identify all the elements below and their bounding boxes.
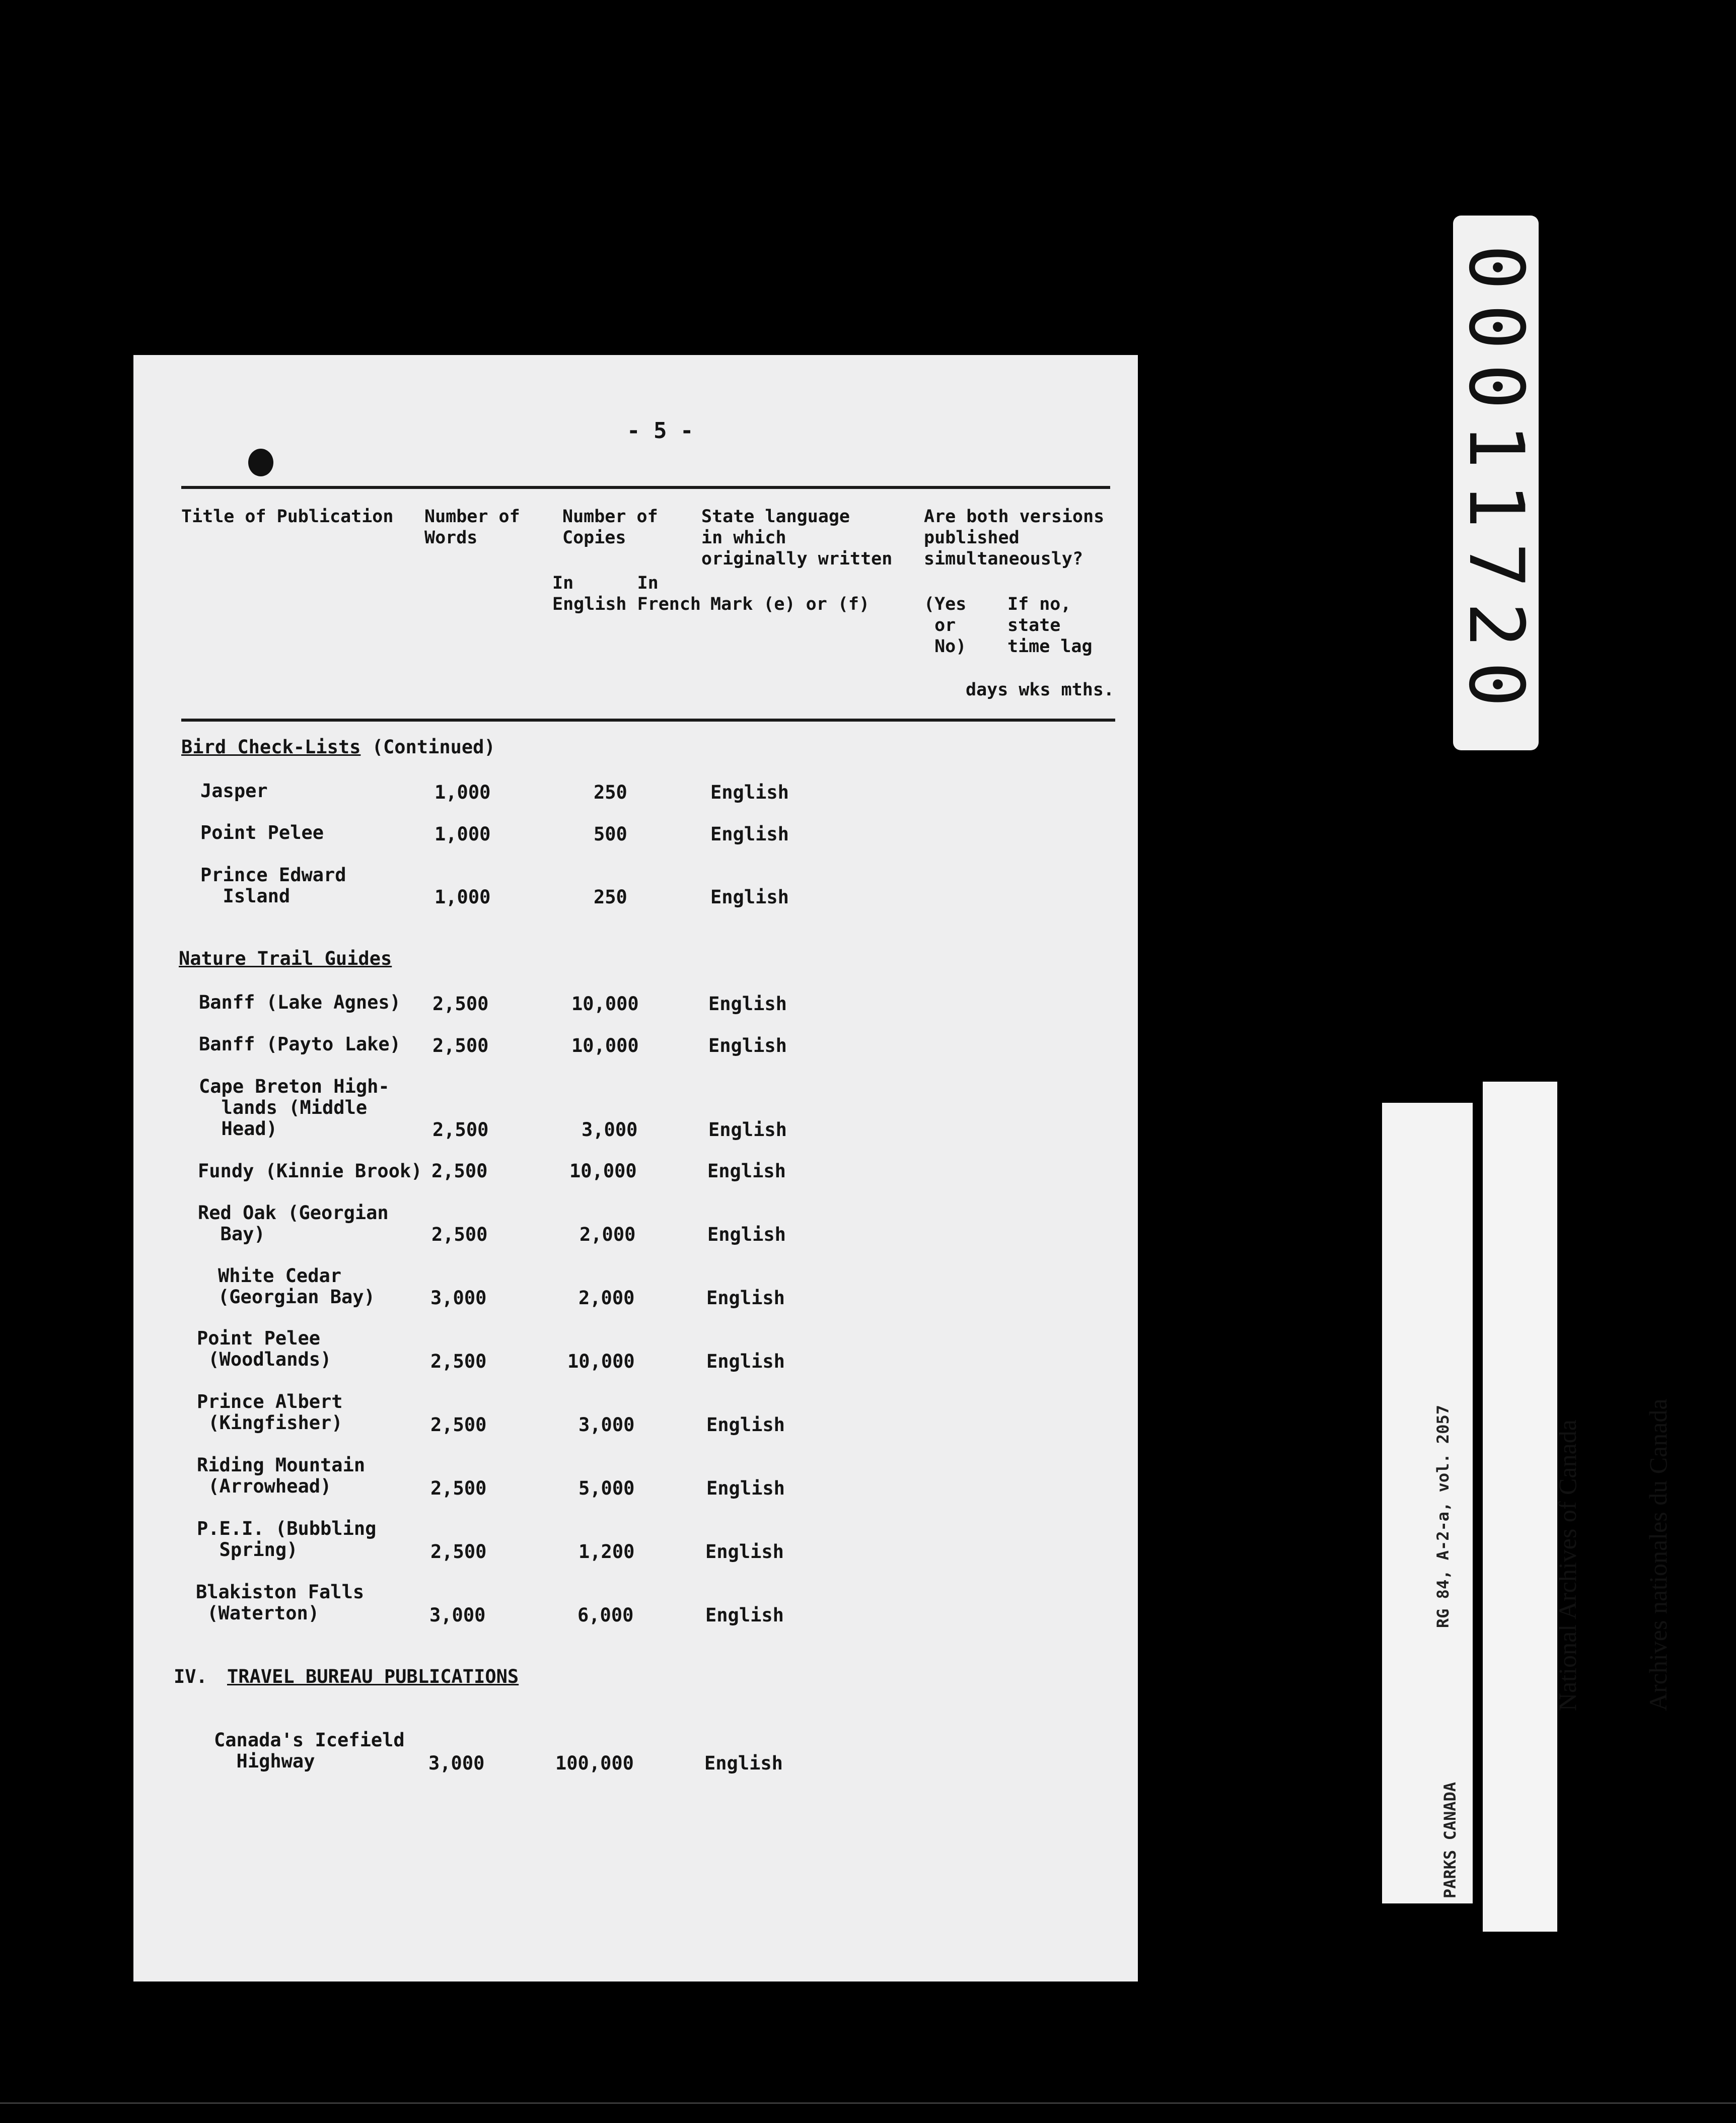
ink-blot: [248, 449, 273, 476]
row-words: 1,000: [435, 886, 491, 908]
section-nature-trail-guides: Nature Trail Guides: [179, 948, 392, 969]
row-copies: 10,000: [569, 1160, 637, 1182]
row-words: 2,500: [432, 1119, 489, 1141]
row-words: 2,500: [430, 1477, 487, 1499]
header-simultaneous: Are both versions published simultaneously?: [924, 507, 1105, 569]
row-language: English: [704, 1752, 783, 1774]
row-language: English: [708, 993, 787, 1015]
header-time-units: days wks mths.: [966, 680, 1115, 700]
row-language: English: [705, 1604, 784, 1626]
row-title: P.E.I. (Bubbling Spring): [197, 1518, 377, 1561]
header-yes-no: (Yes or No): [924, 594, 967, 657]
archives-fr: Archives nationales du Canada: [1644, 1398, 1672, 1711]
row-title: Riding Mountain (Arrowhead): [197, 1454, 366, 1497]
row-copies: 3,000: [578, 1414, 635, 1436]
row-title: Blakiston Falls (Waterton): [196, 1581, 365, 1624]
row-title: Point Pelee (Woodlands): [197, 1327, 332, 1370]
row-title: Prince Edward Island: [200, 864, 346, 907]
row-title: Fundy (Kinnie Brook): [198, 1160, 422, 1182]
row-title: Canada's Icefield Highway: [214, 1729, 405, 1772]
header-title: Title of Publication: [181, 507, 394, 527]
row-copies: 5,000: [578, 1477, 635, 1499]
agency-en: PARKS CANADA: [1440, 1782, 1460, 1898]
row-words: 2,500: [431, 1224, 488, 1245]
row-title: Point Pelee: [200, 822, 324, 843]
row-title: Prince Albert (Kingfisher): [197, 1391, 343, 1434]
row-copies: 2,000: [578, 1287, 635, 1309]
row-copies: 1,200: [578, 1541, 635, 1563]
row-words: 2,500: [430, 1541, 487, 1563]
row-language: English: [706, 1351, 785, 1372]
reference-line-1: RG 84, A-2-a, vol. 2057: [1433, 1405, 1453, 1629]
row-copies: 250: [594, 886, 627, 908]
header-mark: Mark (e) or (f): [710, 594, 870, 614]
row-language: English: [707, 1224, 786, 1245]
row-words: 2,500: [431, 1160, 488, 1182]
row-language: English: [706, 1477, 785, 1499]
row-copies: 10,000: [571, 993, 639, 1015]
row-title: Banff (Payto Lake): [199, 1033, 401, 1055]
header-copies-in: In In English French: [552, 573, 701, 614]
section-roman-numeral: IV.: [174, 1666, 207, 1687]
page-number: - 5 -: [627, 418, 694, 444]
section-travel-bureau: TRAVEL BUREAU PUBLICATIONS: [227, 1666, 519, 1687]
row-words: 3,000: [429, 1604, 486, 1626]
row-language: English: [706, 1287, 785, 1309]
row-language: English: [706, 1414, 785, 1436]
row-copies: 6,000: [577, 1604, 634, 1626]
header-if-no: If no, state time lag: [1007, 594, 1093, 657]
header-rule: [181, 719, 1115, 722]
row-language: English: [710, 782, 789, 803]
document-page: [133, 355, 1138, 1982]
row-copies: 100,000: [555, 1752, 634, 1774]
archives-en: National Archives of Canada: [1553, 1420, 1581, 1711]
section-bird-suffix: (Continued): [360, 736, 495, 758]
archives-lines: [1492, 1398, 1733, 1711]
section-bird-title: Bird Check-Lists: [181, 736, 361, 758]
row-copies: 10,000: [571, 1035, 639, 1056]
row-language: English: [708, 1119, 787, 1141]
frame-number: 00011720: [1452, 244, 1540, 722]
row-title: White Cedar (Georgian Bay): [218, 1265, 375, 1308]
row-title: Jasper: [200, 780, 268, 802]
row-words: 3,000: [430, 1287, 487, 1309]
row-words: 2,500: [430, 1351, 487, 1372]
row-copies: 3,000: [582, 1119, 638, 1141]
row-language: English: [710, 823, 789, 845]
row-language: English: [710, 886, 789, 908]
section-bird-checklists: [181, 737, 495, 758]
row-copies: 500: [594, 823, 627, 845]
row-copies: 250: [594, 782, 627, 803]
header-copies: Number of Copies: [562, 507, 658, 548]
row-words: 3,000: [428, 1752, 485, 1774]
row-words: 2,500: [430, 1414, 487, 1436]
row-title: Cape Breton High- lands (Middle Head): [199, 1076, 390, 1140]
row-words: 1,000: [435, 782, 491, 803]
row-words: 2,500: [432, 1035, 489, 1056]
row-words: 1,000: [435, 823, 491, 845]
row-language: English: [708, 1035, 787, 1056]
row-language: English: [707, 1160, 786, 1182]
row-copies: 10,000: [567, 1351, 635, 1372]
archives-label: [1483, 1082, 1672, 1932]
row-copies: 2,000: [580, 1224, 636, 1245]
row-title: Banff (Lake Agnes): [199, 992, 401, 1013]
row-language: English: [705, 1541, 784, 1563]
row-words: 2,500: [432, 993, 489, 1015]
reference-label: [1382, 1103, 1473, 1903]
film-edge-line: [0, 2102, 1736, 2104]
header-language: State language in which originally written: [701, 507, 893, 569]
frame-number-label: [1453, 216, 1539, 750]
header-words: Number of Words: [424, 507, 520, 548]
row-title: Red Oak (Georgian Bay): [198, 1202, 389, 1245]
top-rule: [181, 486, 1110, 489]
